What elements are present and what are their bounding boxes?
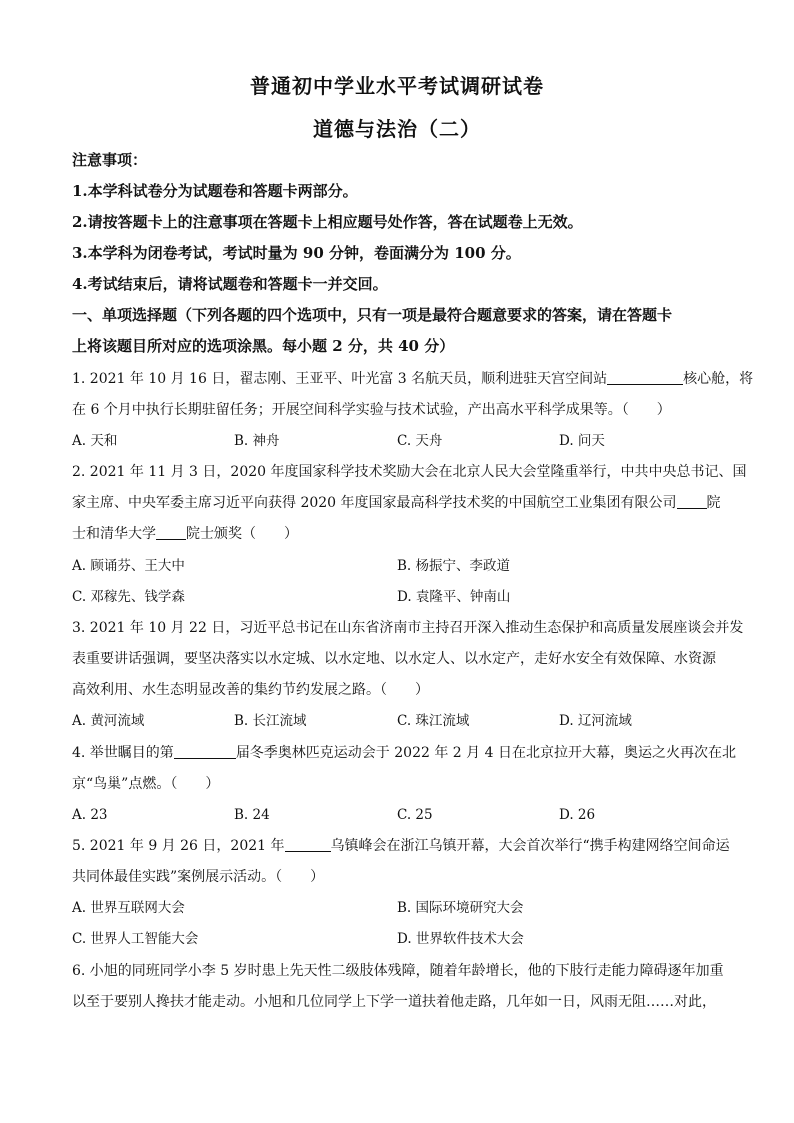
q3-line1: 3. 2021 年 10 月 22 日，习近平总书记在山东省济南市主持召开深入推动生态保护和高质量发展座谈会并发 bbox=[72, 620, 744, 636]
q1-line1 bbox=[72, 369, 754, 389]
q5-text-a: 5. 2021 年 9 月 26 日，2021 年 bbox=[72, 838, 285, 854]
q5-option-c: C. 世界人工智能大会 bbox=[72, 931, 199, 947]
q2-text-c: 士和清华大学 bbox=[72, 526, 156, 542]
section-heading-line2: 上将该题目所对应的选项涂黑。每小题 2 分，共 40 分） bbox=[72, 337, 455, 355]
q1-text-a: 1. 2021 年 10 月 16 日，翟志刚、王亚平、叶光富 3 名航天员，顺利进驻天宫空间站 bbox=[72, 371, 608, 387]
q1-option-a: A. 天和 bbox=[72, 433, 118, 449]
q5-option-b: B. 国际环境研究大会 bbox=[397, 900, 524, 916]
q1-option-c: C. 天舟 bbox=[397, 433, 443, 449]
q1-line2: 在 6 个月中执行长期驻留任务；开展空间科学实验与技术试验，产出高水平科学成果等。（ ） bbox=[72, 402, 671, 418]
q3-line3: 高效利用、水生态明显改善的集约节约发展之路。（ ） bbox=[72, 682, 429, 698]
q3-option-c: C. 珠江流域 bbox=[397, 713, 470, 729]
q4-option-c: C. 25 bbox=[397, 807, 433, 823]
q4-text-a: 4. 举世瞩目的第 bbox=[72, 745, 174, 761]
notice-heading: 注意事项： bbox=[72, 151, 148, 169]
q3-option-a: A. 黄河流域 bbox=[72, 713, 145, 729]
q2-line1: 2. 2021 年 11 月 3 日，2020 年度国家科学技术奖励大会在北京人民大会堂隆重举行，中共中央总书记、国 bbox=[72, 464, 747, 480]
q2-blank-2 bbox=[156, 525, 186, 540]
q4-text-b: 届冬季奥林匹克运动会于 2022 年 2 月 4 日在北京拉开大幕，奥运之火再次在北 bbox=[235, 745, 736, 761]
q4-option-d: D. 26 bbox=[559, 807, 596, 823]
q1-text-b: 核心舱，将 bbox=[683, 371, 754, 387]
q4-line2: 京“鸟巢”点燃。（ ） bbox=[72, 776, 220, 792]
q2-line3 bbox=[72, 524, 724, 544]
q2-text-a: 家主席、中央军委主席习近平向获得 2020 年度国家最高科学技术奖的中国航空工业集团有限公司 bbox=[72, 495, 677, 511]
q6-line2: 以至于要别人搀扶才能走动。小旭和几位同学上下学一道扶着他走路，几年如一日，风雨无阻……对此， bbox=[72, 994, 716, 1010]
q5-option-a: A. 世界互联网大会 bbox=[72, 900, 185, 916]
notice-item-3: 3.本学科为闭卷考试，考试时量为 90 分钟，卷面满分为 100 分。 bbox=[72, 244, 521, 262]
notice-item-1: 1.本学科试卷分为试题卷和答题卡两部分。 bbox=[72, 182, 358, 200]
q5-option-d: D. 世界软件技术大会 bbox=[397, 931, 524, 947]
q5-text-b: 乌镇峰会在浙江乌镇开幕，大会首次举行“携手构建网络空间命运 bbox=[330, 838, 730, 854]
exam-title: 普通初中学业水平考试调研试卷 bbox=[250, 74, 544, 98]
q5-line1 bbox=[72, 836, 730, 856]
notice-item-4: 4.考试结束后，请将试题卷和答题卡一并交回。 bbox=[72, 275, 388, 293]
q2-text-b: 院 bbox=[706, 495, 721, 511]
q1-option-d: D. 问天 bbox=[559, 433, 605, 449]
q3-option-b: B. 长江流域 bbox=[234, 713, 307, 729]
q2-text-d: 院士颁奖（ ） bbox=[186, 526, 298, 542]
q5-line2: 共同体最佳实践”案例展示活动。（ ） bbox=[72, 869, 325, 885]
q6-line1: 6. 小旭的同班同学小李 5 岁时患上先天性二级肢体残障，随着年龄增长，他的下肢行走能力障碍逐年加重 bbox=[72, 963, 724, 979]
q5-blank bbox=[285, 837, 331, 852]
section-heading-line1: 一、单项选择题（下列各题的四个选项中，只有一项是最符合题意要求的答案，请在答题卡 bbox=[72, 306, 673, 324]
q2-option-c: C. 邓稼先、钱学森 bbox=[72, 589, 185, 605]
q3-line2: 表重要讲话强调，要坚决落实以水定城、以水定地、以水定人、以水定产，走好水安全有效保障、水资源 bbox=[72, 651, 716, 667]
exam-subject: 道德与法治（二） bbox=[313, 117, 481, 141]
q1-blank bbox=[607, 370, 683, 385]
q4-blank bbox=[174, 744, 236, 759]
notice-item-2: 2.请按答题卡上的注意事项在答题卡上相应题号处作答，答在试题卷上无效。 bbox=[72, 213, 583, 231]
q2-option-a: A. 顾诵芬、王大中 bbox=[72, 558, 185, 574]
q2-line2 bbox=[72, 493, 724, 513]
q4-option-a: A. 23 bbox=[72, 807, 108, 823]
q4-line1 bbox=[72, 743, 736, 763]
q2-option-b: B. 杨振宁、李政道 bbox=[397, 558, 511, 574]
q3-option-d: D. 辽河流域 bbox=[559, 713, 632, 729]
q1-option-b: B. 神舟 bbox=[234, 433, 280, 449]
q2-option-d: D. 袁隆平、钟南山 bbox=[397, 589, 511, 605]
q2-blank-1 bbox=[677, 494, 707, 509]
q4-option-b: B. 24 bbox=[234, 807, 270, 823]
